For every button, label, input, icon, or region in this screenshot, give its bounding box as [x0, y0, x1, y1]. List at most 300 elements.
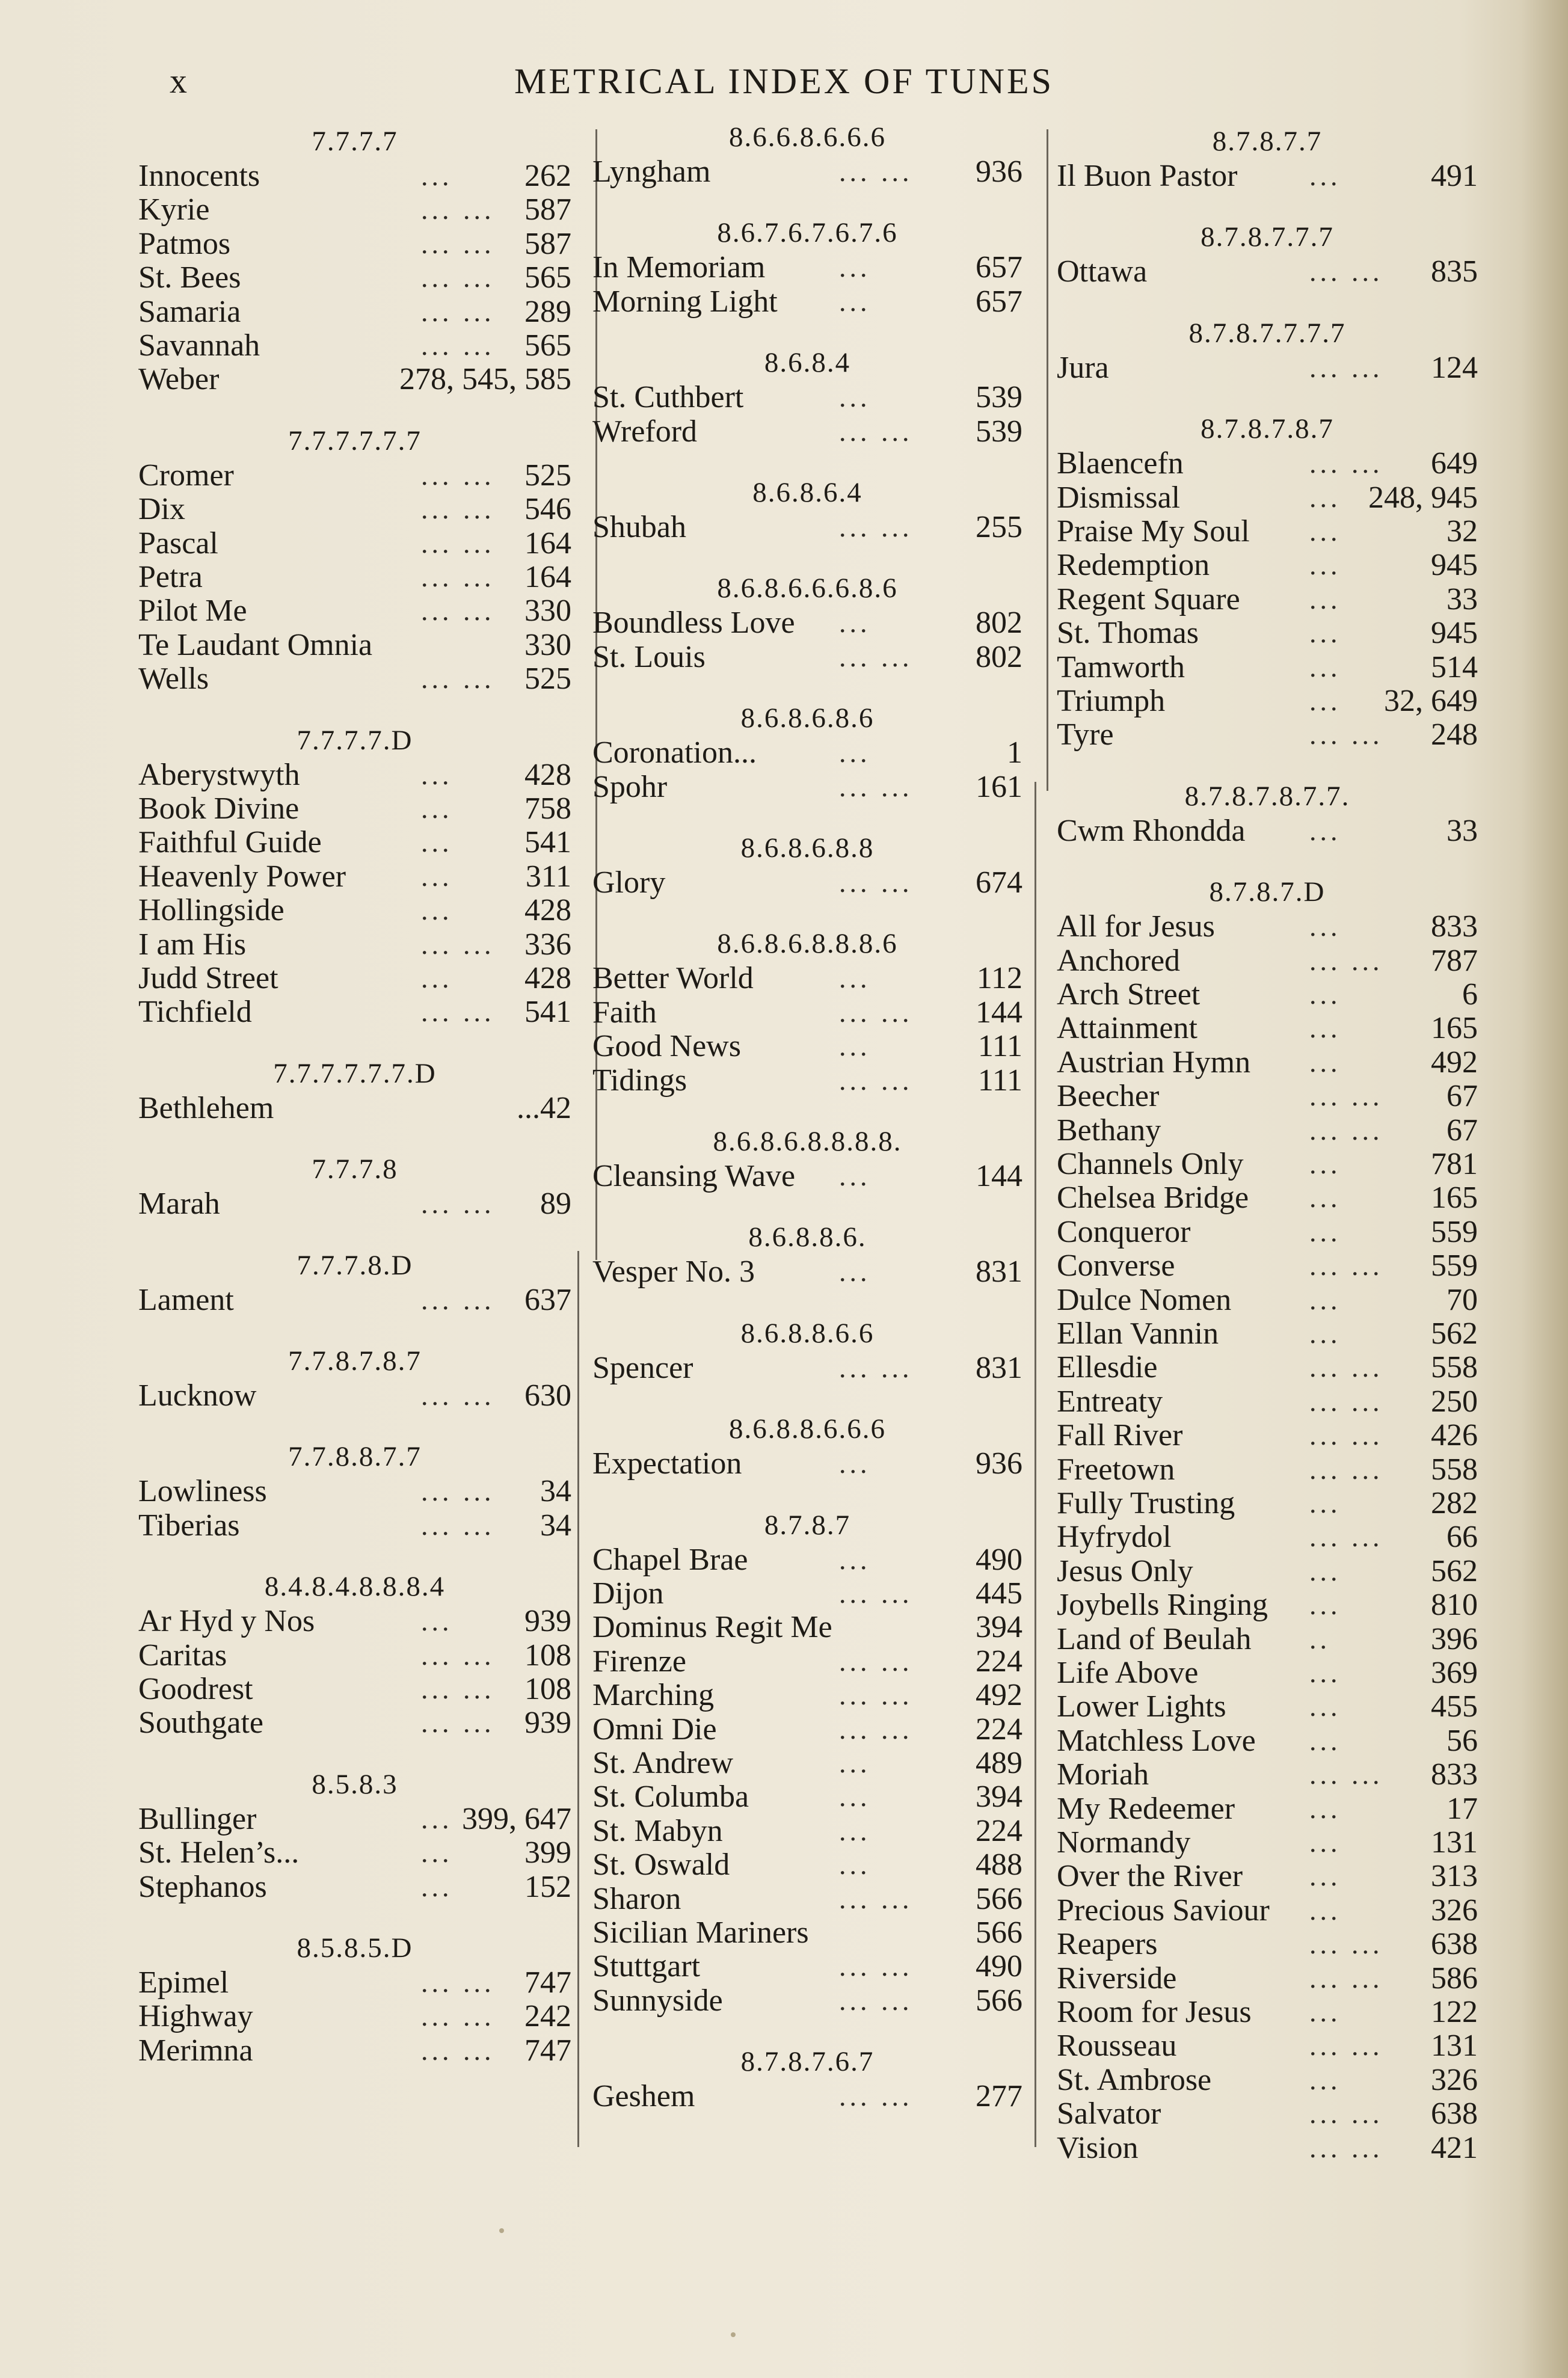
tune-name: Faithful Guide — [138, 825, 322, 860]
meter-heading: 8.5.8.5.D — [297, 1932, 413, 1964]
dot-leader: ... — [839, 1256, 871, 1288]
tune-entry-goodrest — [138, 1673, 571, 1706]
tune-name: Sicilian Mariners — [592, 1916, 809, 1950]
hymn-number: 566 — [976, 1881, 1022, 1916]
hymn-number: 657 — [976, 284, 1022, 319]
dot-leader: ... ... — [1309, 1352, 1383, 1383]
meter-heading: 8.6.8.6.8.8.8.6 — [717, 928, 898, 960]
tune-name: Te Laudant Omnia — [138, 627, 373, 662]
dot-leader: ... — [839, 1161, 871, 1191]
tune-entry-dominus-regit-me — [592, 1611, 1022, 1644]
hymn-number: 638 — [1431, 1927, 1478, 1962]
hymn-number: 630 — [524, 1378, 571, 1413]
hymn-number: 161 — [976, 769, 1022, 804]
tune-name: Ar Hyd y Nos — [138, 1604, 315, 1639]
tune-name: Spohr — [592, 769, 668, 804]
hymn-number: 399, 647 — [462, 1801, 571, 1836]
tune-entry-chelsea-bridge — [1057, 1181, 1478, 1215]
dot-leader: ... ... — [839, 1951, 913, 1982]
dot-leader: ... — [1309, 686, 1341, 716]
tune-entry-freetown — [1057, 1453, 1478, 1487]
tune-name: Glory — [592, 865, 666, 900]
dot-leader: ... ... — [1309, 1420, 1383, 1451]
tune-entry-anchored — [1057, 944, 1478, 978]
tune-entry-regent-square — [1057, 583, 1478, 616]
tune-name: Southgate — [138, 1706, 263, 1740]
tune-name: My Redeemer — [1057, 1791, 1235, 1826]
meter-heading: 8.7.8.7.7.7 — [1201, 221, 1334, 253]
tune-name: Converse — [1057, 1249, 1175, 1283]
tune-name: Goodrest — [138, 1672, 253, 1706]
tune-entry-sicilian-mariners — [592, 1916, 1022, 1950]
hymn-number: 70 — [1447, 1282, 1478, 1317]
tune-name: Pilot Me — [138, 594, 247, 628]
hymn-number: 945 — [1431, 616, 1478, 651]
tune-entry-dulce-nomen — [1057, 1283, 1478, 1317]
tune-name: Tamworth — [1057, 650, 1185, 684]
tune-entry-austrian-hymn — [1057, 1046, 1478, 1080]
hymn-number: 242 — [524, 1999, 571, 2034]
tune-entry-st-thomas — [1057, 616, 1478, 650]
tune-entry-hyfrydol — [1057, 1520, 1478, 1554]
meter-heading: 8.6.8.6.8.6 — [740, 702, 875, 734]
tune-entry-aberystwyth — [138, 758, 571, 792]
hymn-number: 336 — [524, 927, 571, 962]
meter-heading: 8.7.8.7.7.7.7 — [1188, 317, 1346, 349]
dot-leader: ... ... — [1309, 1759, 1383, 1790]
dot-leader: ... — [1309, 1318, 1341, 1349]
tune-name: Petra — [138, 560, 203, 594]
tune-name: Stephanos — [138, 1869, 267, 1904]
hymn-number: 649 — [1431, 446, 1478, 481]
tune-entry-st-louis — [592, 641, 1022, 674]
tune-entry-hollingside — [138, 894, 571, 927]
dot-leader: ... ... — [1309, 1522, 1383, 1553]
hymn-number: 539 — [976, 380, 1022, 415]
hymn-number: 810 — [1431, 1588, 1478, 1623]
hymn-number: 657 — [976, 250, 1022, 285]
tune-entry-boundless-love — [592, 606, 1022, 640]
tune-entry-tamworth — [1057, 651, 1478, 684]
tune-name: Lyngham — [592, 155, 711, 189]
tune-entry-spohr — [592, 770, 1022, 804]
tune-entry-reapers — [1057, 1928, 1478, 1961]
tune-entry-ottawa — [1057, 255, 1478, 289]
dot-leader: ... ... — [421, 459, 495, 491]
hymn-number: 33 — [1447, 582, 1478, 616]
tune-name: Dominus Regit Me — [592, 1610, 832, 1645]
dot-leader: ... ... — [421, 527, 495, 559]
hymn-number: 394 — [976, 1780, 1022, 1814]
tune-entry-in-memoriam — [592, 251, 1022, 284]
tune-name: Moriah — [1057, 1757, 1149, 1792]
hymn-number: 111 — [977, 1063, 1022, 1098]
hymn-number: 565 — [524, 328, 571, 363]
tune-entry-normandy — [1057, 1826, 1478, 1860]
dot-leader: ... — [1309, 1216, 1341, 1247]
hymn-number: 426 — [1431, 1418, 1478, 1453]
tune-name: Firenze — [592, 1644, 686, 1679]
hymn-number: 945 — [1431, 548, 1478, 583]
tune-name: Tidings — [592, 1063, 687, 1098]
dot-leader: ... ... — [839, 771, 913, 802]
tune-name: Austrian Hymn — [1057, 1045, 1251, 1080]
hymn-number: 89 — [540, 1187, 571, 1221]
tune-entry-il-buon-pastor — [1057, 159, 1478, 193]
meter-heading: 7.7.7.7.D — [297, 724, 413, 756]
meter-heading: 7.7.7.8.D — [297, 1249, 413, 1281]
hymn-number: 428 — [524, 961, 571, 995]
tune-name: Pascal — [138, 526, 218, 561]
dot-leader: ... — [1309, 2064, 1341, 2095]
tune-name: St. Bees — [138, 260, 241, 295]
running-title: METRICAL INDEX OF TUNES — [514, 61, 1054, 101]
dot-leader: ... ... — [839, 1883, 913, 1914]
meter-heading: 8.6.8.8.6.6 — [740, 1317, 875, 1349]
tune-name: All for Jesus — [1057, 909, 1215, 944]
tune-name: St. Louis — [592, 639, 706, 674]
hymn-number: ...42 — [517, 1090, 571, 1125]
tune-entry-arch-street — [1057, 978, 1478, 1012]
tune-entry-dix — [138, 493, 571, 526]
dot-leader: ... — [1309, 482, 1341, 513]
hymn-number: 396 — [1431, 1621, 1478, 1656]
hymn-number: 282 — [1431, 1486, 1478, 1520]
tune-name: In Memoriam — [592, 250, 766, 285]
hymn-number: 565 — [524, 260, 571, 295]
hymn-number: 165 — [1431, 1181, 1478, 1215]
tune-entry-tichfield — [138, 995, 571, 1029]
dot-leader: ... ... — [421, 1707, 495, 1739]
dot-leader: ... — [1309, 1861, 1341, 1892]
tune-name: St. Cuthbert — [592, 380, 744, 415]
tune-entry-te-laudant-omnia — [138, 628, 571, 662]
tune-entry-salvator — [1057, 2097, 1478, 2131]
hymn-number: 566 — [976, 1983, 1022, 2018]
dot-leader: ... — [839, 607, 871, 639]
dot-leader: ... — [421, 1803, 453, 1834]
dot-leader: ... — [421, 861, 453, 892]
tune-entry-entreaty — [1057, 1385, 1478, 1419]
hymn-number: 67 — [1447, 1079, 1478, 1114]
hymn-number: 587 — [524, 192, 571, 227]
tune-entry-st-helen-s — [138, 1836, 571, 1870]
meter-heading: 8.7.8.7.6.7 — [740, 2046, 875, 2078]
tune-entry-highway — [138, 2000, 571, 2033]
tune-name: Judd Street — [138, 961, 278, 995]
tune-entry-dijon — [592, 1577, 1022, 1611]
hymn-number: 638 — [1431, 2097, 1478, 2131]
hymn-number: 833 — [1431, 909, 1478, 944]
tune-entry-st-bees — [138, 261, 571, 295]
dot-leader: ... — [1309, 1894, 1341, 1926]
dot-leader: ... — [1309, 618, 1341, 649]
dot-leader: ... ... — [1309, 256, 1383, 287]
hymn-number: 831 — [976, 1350, 1022, 1385]
hymn-number: 224 — [976, 1712, 1022, 1747]
dot-leader: ... ... — [1309, 352, 1383, 383]
tune-name: Lucknow — [138, 1378, 257, 1413]
meter-heading: 8.4.8.4.8.8.8.4 — [264, 1571, 446, 1603]
dot-leader: ... ... — [421, 296, 495, 327]
tune-entry-faithful-guide — [138, 826, 571, 859]
tune-entry-vesper-no-3 — [592, 1255, 1022, 1289]
hymn-number: 224 — [976, 1644, 1022, 1679]
tune-entry-coronation — [592, 736, 1022, 770]
hymn-number: 489 — [976, 1746, 1022, 1780]
meter-heading: 8.7.8.7.8.7 — [1201, 413, 1334, 445]
dot-leader: ... — [1309, 1997, 1341, 2027]
tune-name: Innocents — [138, 159, 260, 193]
dot-leader: ... — [1309, 1827, 1341, 1858]
hymn-number: 394 — [976, 1610, 1022, 1645]
hymn-number: 124 — [1431, 350, 1478, 385]
tune-name: Over the River — [1057, 1859, 1243, 1894]
tune-entry-merimna — [138, 2034, 571, 2068]
meter-heading: 7.7.7.8 — [312, 1154, 398, 1185]
hymn-number: 111 — [977, 1029, 1022, 1064]
hymn-number: 66 — [1447, 1520, 1478, 1555]
tune-name: Chapel Brae — [592, 1542, 748, 1577]
hymn-number: 455 — [1431, 1689, 1478, 1724]
tune-name: Samaria — [138, 294, 241, 329]
tune-entry-glory — [592, 866, 1022, 900]
tune-entry-patmos — [138, 227, 571, 261]
dot-leader: ... ... — [839, 416, 913, 447]
tune-entry-life-above — [1057, 1656, 1478, 1690]
tune-name: Cromer — [138, 458, 234, 493]
hymn-number: 781 — [1431, 1147, 1478, 1181]
hymn-number: 492 — [1431, 1045, 1478, 1080]
dot-leader: ... — [839, 963, 871, 994]
tune-entry-rousseau — [1057, 2029, 1478, 2063]
hymn-number: 546 — [524, 492, 571, 527]
tune-entry-beecher — [1057, 1080, 1478, 1113]
hymn-number: 492 — [976, 1678, 1022, 1713]
meter-heading: 8.6.8.4 — [764, 347, 851, 379]
tune-name: St. Thomas — [1057, 616, 1199, 651]
tune-entry-weber — [138, 363, 571, 396]
dot-leader: ... ... — [421, 2035, 495, 2066]
tune-entry-book-divine — [138, 792, 571, 826]
tune-name: Better World — [592, 961, 754, 996]
tune-name: Omni Die — [592, 1712, 717, 1747]
tune-name: Good News — [592, 1029, 741, 1064]
tune-name: Rousseau — [1057, 2029, 1177, 2063]
hymn-number: 562 — [1431, 1553, 1478, 1588]
dot-leader: ... ... — [421, 1967, 495, 1998]
dot-leader: ... — [1309, 550, 1341, 581]
dot-leader: ... — [1309, 516, 1341, 547]
dot-leader: ... — [1309, 815, 1341, 846]
tune-name: Precious Saviour — [1057, 1893, 1270, 1928]
page-number: x — [170, 61, 187, 100]
tune-entry-moriah — [1057, 1758, 1478, 1792]
tune-name: Boundless Love — [592, 606, 795, 641]
tune-entry-better-world — [592, 962, 1022, 995]
hymn-number: 32, 649 — [1384, 684, 1478, 718]
tune-entry-blaencefn — [1057, 447, 1478, 481]
tune-name: Patmos — [138, 226, 231, 261]
tune-entry-stuttgart — [592, 1950, 1022, 1983]
tune-name: Highway — [138, 1999, 253, 2034]
tune-entry-geshem — [592, 2080, 1022, 2113]
meter-heading: 7.7.7.7.7.7.D — [273, 1057, 437, 1089]
hymn-number: 262 — [524, 159, 571, 193]
tune-name: Praise My Soul — [1057, 514, 1250, 548]
tune-name: Riverside — [1057, 1961, 1177, 1995]
tune-name: Room for Jesus — [1057, 1995, 1252, 2029]
dot-leader: ... ... — [1309, 945, 1383, 976]
tune-name: Lament — [138, 1282, 234, 1317]
dot-leader: ... ... — [839, 156, 913, 187]
tune-name: Tyre — [1057, 717, 1114, 752]
tune-name: Blaencefn — [1057, 446, 1184, 481]
dot-leader: ... ... — [421, 1639, 495, 1671]
tune-entry-omni-die — [592, 1713, 1022, 1747]
tune-entry-room-for-jesus — [1057, 1995, 1478, 2029]
hymn-number: 562 — [1431, 1317, 1478, 1351]
tune-entry-praise-my-soul — [1057, 515, 1478, 548]
tune-name: St. Oswald — [592, 1848, 730, 1882]
dot-leader: ... — [421, 793, 453, 824]
tune-name: Hollingside — [138, 893, 284, 928]
hymn-number: 112 — [976, 961, 1022, 996]
tune-entry-spencer — [592, 1351, 1022, 1385]
meter-heading: 8.7.8.7.7 — [1212, 126, 1323, 157]
tune-entry-jura — [1057, 351, 1478, 385]
tune-entry-matchless-love — [1057, 1724, 1478, 1758]
dot-leader: ... ... — [1309, 2098, 1383, 2130]
tune-name: Salvator — [1057, 2097, 1161, 2131]
meter-heading: 8.7.8.7.8.7.7. — [1184, 780, 1350, 812]
tune-entry-stephanos — [138, 1870, 571, 1904]
tune-entry-my-redeemer — [1057, 1792, 1478, 1826]
tune-name: Kyrie — [138, 192, 210, 227]
tune-entry-savannah — [138, 329, 571, 363]
tune-entry-st-columba — [592, 1780, 1022, 1814]
tune-name: St. Helen’s... — [138, 1836, 300, 1870]
tune-entry-caritas — [138, 1639, 571, 1673]
hymn-number: 831 — [976, 1255, 1022, 1289]
tune-entry-pascal — [138, 527, 571, 561]
hymn-number: 131 — [1431, 1825, 1478, 1860]
hymn-number: 313 — [1431, 1859, 1478, 1894]
meter-heading: 8.6.8.6.8.8 — [740, 832, 875, 864]
tune-entry-petra — [138, 561, 571, 594]
hymn-number: 525 — [524, 458, 571, 493]
hymn-number: 939 — [524, 1706, 571, 1740]
dot-leader: ... ... — [421, 228, 495, 259]
meter-heading: 8.7.8.7 — [764, 1509, 851, 1541]
tune-name: Chelsea Bridge — [1057, 1181, 1249, 1215]
tune-entry-good-news — [592, 1030, 1022, 1063]
dot-leader: ... ... — [839, 1985, 913, 2016]
hymn-number: 490 — [976, 1542, 1022, 1577]
hymn-number: 108 — [524, 1638, 571, 1673]
hymn-number: 428 — [524, 757, 571, 792]
meter-heading: 7.7.7.7 — [312, 126, 398, 157]
dot-leader: ... — [421, 161, 453, 191]
tune-name: Caritas — [138, 1638, 227, 1673]
tune-name: Book Divine — [138, 791, 300, 826]
hymn-number: 514 — [1431, 650, 1478, 684]
tune-name: Savannah — [138, 328, 260, 363]
hymn-number: 277 — [976, 2079, 1022, 2114]
meter-heading: 7.7.8.7.8.7 — [288, 1345, 422, 1377]
tune-entry-ar-hyd-y-nos — [138, 1605, 571, 1638]
dot-leader: ... ... — [421, 1284, 495, 1315]
hymn-number: 330 — [524, 627, 571, 662]
dot-leader: ... — [839, 252, 871, 283]
dot-leader: ... ... — [839, 2081, 913, 2112]
tune-entry-conqueror — [1057, 1215, 1478, 1249]
meter-heading: 8.5.8.3 — [312, 1768, 398, 1800]
tune-entry-southgate — [138, 1706, 571, 1740]
hymn-number: 939 — [524, 1604, 571, 1639]
dot-leader: ... — [1309, 1284, 1341, 1315]
tune-name: Stuttgart — [592, 1949, 701, 1984]
dot-leader: ... ... — [421, 194, 495, 226]
hymn-number: 289 — [524, 294, 571, 329]
hymn-number: 250 — [1431, 1384, 1478, 1419]
dot-leader: ... ... — [421, 929, 495, 960]
tune-name: Bethlehem — [138, 1090, 274, 1125]
meter-heading: 7.7.7.7.7.7 — [288, 425, 422, 456]
dot-leader: ... ... — [1309, 1386, 1383, 1417]
dot-leader: ... ... — [1309, 719, 1383, 751]
hymn-number: 747 — [524, 1965, 571, 2000]
paper-speck — [499, 2228, 504, 2233]
dot-leader: ... ... — [421, 595, 495, 627]
hymn-number: 67 — [1447, 1113, 1478, 1148]
dot-leader: ... — [839, 1781, 871, 1813]
tune-entry-bethany — [1057, 1114, 1478, 1148]
tune-name: Expectation — [592, 1446, 742, 1481]
dot-leader: ... — [839, 382, 871, 413]
tune-entry-precious-saviour — [1057, 1894, 1478, 1928]
dot-leader: ... — [1309, 1793, 1341, 1824]
hymn-number: 747 — [524, 2033, 571, 2068]
tune-name: Wreford — [592, 414, 698, 449]
dot-leader: ... ... — [421, 330, 495, 361]
tune-name: Ellan Vannin — [1057, 1317, 1219, 1351]
hymn-number: 559 — [1431, 1249, 1478, 1283]
dot-leader: ... ... — [1309, 1114, 1383, 1146]
tune-entry-wreford — [592, 415, 1022, 449]
dot-leader: ... ... — [839, 512, 913, 542]
dot-leader: ... ... — [1309, 1081, 1383, 1112]
tune-entry-faith — [592, 996, 1022, 1030]
tune-name: Morning Light — [592, 284, 778, 319]
hymn-number: 326 — [1431, 2062, 1478, 2097]
tune-name: Arch Street — [1057, 977, 1201, 1012]
dot-leader: ... — [839, 1849, 871, 1881]
dot-leader: ... — [421, 1837, 453, 1869]
tune-entry-marah — [138, 1187, 571, 1221]
tune-name: Geshem — [592, 2079, 695, 2114]
dot-leader: ... ... — [839, 1065, 913, 1096]
tune-entry-i-am-his — [138, 928, 571, 962]
tune-name: Regent Square — [1057, 582, 1240, 616]
tune-name: Land of Beulah — [1057, 1621, 1252, 1656]
tune-name: I am His — [138, 927, 247, 962]
hymn-number: 674 — [976, 865, 1022, 900]
tune-name: Marching — [592, 1678, 715, 1713]
dot-leader: ... ... — [421, 2001, 495, 2032]
hymn-number: 936 — [976, 1446, 1022, 1481]
tune-entry-fall-river — [1057, 1419, 1478, 1452]
